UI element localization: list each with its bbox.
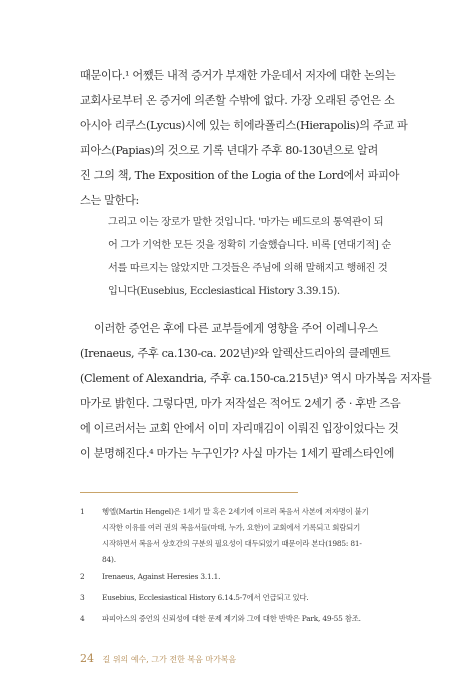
running-title: 길 위의 예수, 그가 전한 복음 마가복음 xyxy=(102,655,237,664)
footnote-text xyxy=(102,504,398,568)
quote-line: 서를 따르지는 않았지만 그것들은 주님에 의해 말해지고 행해진 것 xyxy=(108,263,388,274)
footnote-line: Irenaeus, Against Heresies 3.1.1. xyxy=(102,572,221,581)
text-line: 에 이르러서는 교회 안에서 이미 자리매김이 이뤄진 입장이었다는 것 xyxy=(80,422,399,435)
text-line: 진 그의 책, The Exposition of the Logia of the Lord에서 파피아 xyxy=(80,169,400,182)
footnote-divider xyxy=(80,492,298,493)
text-line: 이러한 증언은 후에 다른 교부들에게 영향을 주어 이레니우스 xyxy=(94,322,378,335)
text-line: 교회사로부터 온 증거에 의존할 수밖에 없다. 가장 오래된 증언은 소 xyxy=(80,94,395,107)
text-line: (Clement of Alexandria, 주후 ca.150-ca.215년)³ 역시 마가복음 저자를 xyxy=(80,372,432,385)
quote-line: 어 그가 기억한 모든 것을 정확히 기술했습니다. 비록 [연대기적] 순 xyxy=(108,240,391,251)
page-footer xyxy=(80,651,236,667)
footnote-text xyxy=(102,611,398,627)
footnote-number: 1 xyxy=(80,507,85,516)
footnote-3 xyxy=(80,590,398,606)
text-line: 이 분명해진다.⁴ 마가는 누구인가? 사실 마가는 1세기 팔레스타인에 xyxy=(80,447,395,460)
text-line: 피아스(Papias)의 것으로 기록 년대가 주후 80-130년으로 알려 xyxy=(80,144,378,157)
body-paragraph-1 xyxy=(80,63,408,213)
footnote-text xyxy=(102,590,398,606)
footnote-line: 파피아스의 증언의 신뢰성에 대한 문제 제기와 그에 대한 반박은 Park, 49-55 참조. xyxy=(102,614,361,623)
footnote-number: 3 xyxy=(80,593,85,602)
footnote-line: Eusebius, Ecclesiastical History 6.14.5-7에서 언급되고 있다. xyxy=(102,593,309,602)
footnote-line: 헹엘(Martin Hengel)은 1세기 말 혹은 2세기에 이르러 복음서 사본에 저자명이 붙기 xyxy=(102,507,369,516)
footnote-line: 시작하면서 복음서 상호간의 구분의 필요성이 대두되었기 때문이라 본다(1985: 81- xyxy=(102,539,362,548)
body-paragraph-2 xyxy=(80,316,432,466)
footnote-text xyxy=(102,569,398,585)
footnote-2 xyxy=(80,569,398,585)
footnote-line: 시작한 이유를 여러 권의 복음서들(마태, 누가, 요한)이 교회에서 기록되고 회람되기 xyxy=(102,523,361,532)
text-line: 스는 말한다: xyxy=(80,194,139,207)
footnote-number: 4 xyxy=(80,614,85,623)
quote-line: 입니다(Eusebius, Ecclesiastical History 3.39.15). xyxy=(108,286,340,297)
text-line: (Irenaeus, 주후 ca.130-ca. 202년)²와 알렉산드리아의 클레멘트 xyxy=(80,347,391,360)
text-line: 아시아 리쿠스(Lycus)시에 있는 히에라폴리스(Hierapolis)의 주교 파 xyxy=(80,119,408,132)
text-line: 때문이다.¹ 어쨌든 내적 증거가 부재한 가운데서 저자에 대한 논의는 xyxy=(80,69,396,82)
footnote-line: 84). xyxy=(102,555,116,564)
footnote-4 xyxy=(80,611,398,627)
footnote-1 xyxy=(80,504,398,568)
text-line: 마가로 밝힌다. 그렇다면, 마가 저작설은 적어도 2세기 중 · 후반 즈음 xyxy=(80,397,401,410)
quote-line: 그리고 이는 장로가 말한 것입니다. '마가는 베드로의 통역관이 되 xyxy=(108,217,384,228)
footnote-number: 2 xyxy=(80,572,85,581)
block-quote xyxy=(108,211,396,303)
page-number: 24 xyxy=(80,652,94,665)
